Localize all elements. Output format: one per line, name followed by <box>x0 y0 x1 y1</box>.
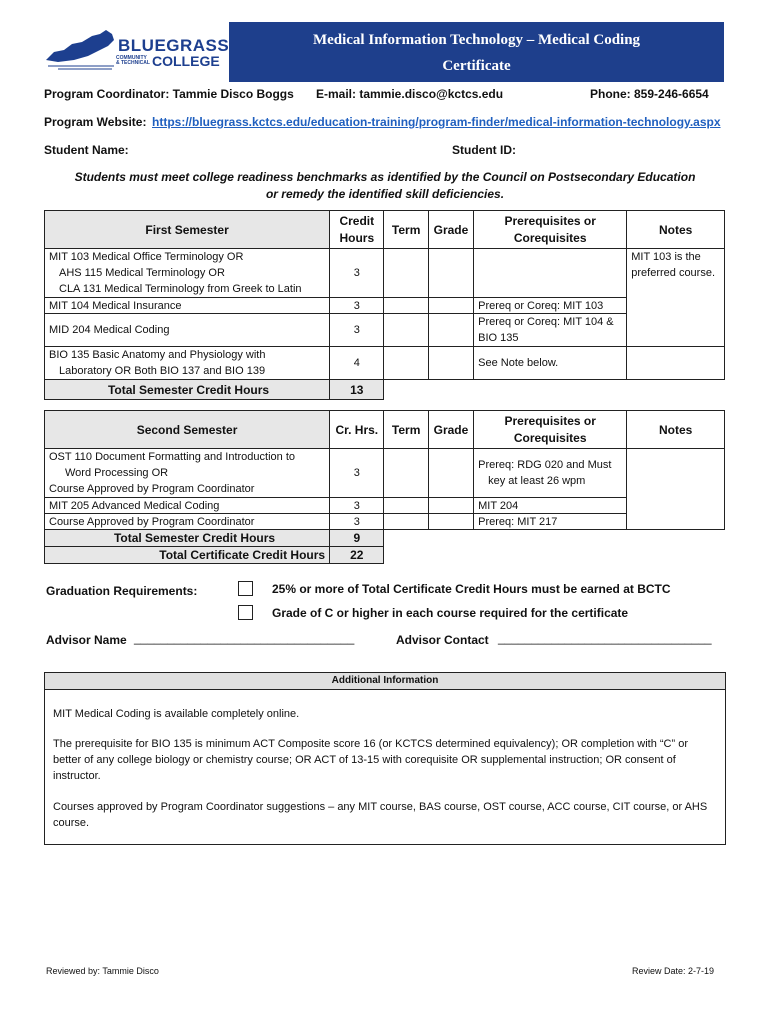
prereq-cell <box>474 249 627 298</box>
requirement-1-text: 25% or more of Total Certificate Credit Hours must be earned at BCTC <box>272 582 671 596</box>
readiness-notice: Students must meet college readiness benchmarks as identified by the Council on Postsecondary Education or remedy the identified skill deficiencies. <box>74 170 696 201</box>
info-paragraph-1: MIT Medical Coding is available completely online. <box>53 708 300 720</box>
prereq-cell: Prereq: RDG 020 and Must key at least 26 wpm <box>474 449 627 498</box>
grade-cell[interactable] <box>428 249 473 298</box>
table-row <box>45 498 725 514</box>
additional-information-box <box>44 672 726 845</box>
requirement-checkbox-2[interactable] <box>238 605 253 620</box>
total-semester-label: Total Semester Credit Hours <box>45 380 330 400</box>
prereq-cell: Prereq: MIT 217 <box>474 514 627 530</box>
table-row <box>45 449 725 498</box>
credit-hours-cell: 3 <box>330 498 384 514</box>
table-header-row <box>45 411 725 449</box>
table-row <box>45 298 725 314</box>
title-line-1: Medical Information Technology – Medical Coding <box>312 32 641 48</box>
course-cell: BIO 135 Basic Anatomy and Physiology with Laboratory OR Both BIO 137 and BIO 139 <box>45 347 330 380</box>
credit-hours-header: Cr. Hrs. <box>330 411 384 449</box>
term-cell[interactable] <box>384 298 428 314</box>
table-row <box>45 514 725 530</box>
prereq-cell: Prereq or Coreq: MIT 104 & BIO 135 <box>474 314 627 347</box>
credit-hours-cell: 3 <box>330 314 384 347</box>
prereq-cell: See Note below. <box>474 347 627 380</box>
table-header-row <box>45 211 725 249</box>
total-semester-hours: 9 <box>330 530 384 547</box>
total-row <box>45 380 725 400</box>
table-row <box>45 347 725 380</box>
requirement-checkbox-1[interactable] <box>238 581 253 596</box>
info-paragraph-2: The prerequisite for BIO 135 is minimum ACT Composite score 16 (or KCTCS determined equivalency); OR completion with “C” or better of any college biology or chemistry course; OR ACT of 13-15 with corequisite OR supplemental instruction; OR consent of instructor. <box>53 738 688 782</box>
total-certificate-hours: 22 <box>330 547 384 564</box>
term-cell[interactable] <box>384 347 428 380</box>
coordinator-phone: Phone: 859-246-6654 <box>590 87 709 101</box>
prereq-header: Prerequisites or Corequisites <box>474 411 627 449</box>
first-semester-table <box>44 210 725 400</box>
course-cell: MID 204 Medical Coding <box>45 314 330 347</box>
notes-cell <box>627 347 725 380</box>
term-header: Term <box>384 211 428 249</box>
logo-wordmark-2: COLLEGE <box>152 53 220 69</box>
program-website-label: Program Website: <box>44 115 147 129</box>
notes-cell: MIT 103 is the preferred course. <box>627 249 725 347</box>
additional-information-heading: Additional Information <box>45 673 725 690</box>
grade-header: Grade <box>428 411 473 449</box>
course-cell: OST 110 Document Formatting and Introduction to Word Processing OR Course Approved by Program Coordinator <box>45 449 330 498</box>
second-semester-header: Second Semester <box>45 411 330 449</box>
title-line-2: Certificate <box>442 58 511 74</box>
grade-cell[interactable] <box>428 298 473 314</box>
certificate-total-row <box>45 547 725 564</box>
requirement-2-text: Grade of C or higher in each course required for the certificate <box>272 606 629 620</box>
course-cell: Course Approved by Program Coordinator <box>45 514 330 530</box>
grade-header: Grade <box>428 211 473 249</box>
term-cell[interactable] <box>384 514 428 530</box>
total-semester-label: Total Semester Credit Hours <box>45 530 330 547</box>
credit-hours-cell: 4 <box>330 347 384 380</box>
term-header: Term <box>384 411 428 449</box>
grade-cell[interactable] <box>428 449 473 498</box>
course-cell: MIT 104 Medical Insurance <box>45 298 330 314</box>
document-title <box>229 22 724 82</box>
course-cell: MIT 103 Medical Office Terminology OR AHS 115 Medical Terminology OR CLA 131 Medical Terminology from Greek to Latin <box>45 249 330 298</box>
logo-subtext: COMMUNITY & TECHNICAL <box>116 55 150 66</box>
program-website-link[interactable]: https://bluegrass.kctcs.edu/education-training/program-finder/medical-information-technology.aspx <box>152 115 721 129</box>
first-semester-header: First Semester <box>45 211 330 249</box>
course-cell: MIT 205 Advanced Medical Coding <box>45 498 330 514</box>
total-semester-hours: 13 <box>330 380 384 400</box>
kentucky-map-icon <box>44 26 118 70</box>
coordinator-email: E-mail: tammie.disco@kctcs.edu <box>316 87 504 101</box>
notes-cell <box>627 449 725 530</box>
student-name-label: Student Name: <box>44 143 129 157</box>
prereq-cell: Prereq or Coreq: MIT 103 <box>474 298 627 314</box>
grade-cell[interactable] <box>428 498 473 514</box>
credit-hours-header: Credit Hours <box>330 211 384 249</box>
credit-hours-cell: 3 <box>330 514 384 530</box>
advisor-contact-label: Advisor Contact <box>396 633 489 647</box>
total-certificate-label: Total Certificate Credit Hours <box>45 547 330 564</box>
credit-hours-cell: 3 <box>330 449 384 498</box>
prereq-header: Prerequisites or Corequisites <box>474 211 627 249</box>
graduation-requirements-label: Graduation Requirements: <box>46 584 198 598</box>
info-paragraph-3: Courses approved by Program Coordinator suggestions – any MIT course, BAS course, OST course, ACC course, CIT course, or AHS course. <box>53 801 708 829</box>
second-semester-table <box>44 410 725 564</box>
term-cell[interactable] <box>384 249 428 298</box>
credit-hours-cell: 3 <box>330 249 384 298</box>
college-logo <box>44 26 230 70</box>
total-row <box>45 530 725 547</box>
advisor-contact-field[interactable]: ________________________________ <box>498 631 712 645</box>
notes-header: Notes <box>627 411 725 449</box>
table-row <box>45 249 725 298</box>
review-date: Review Date: 2-7-19 <box>632 966 715 976</box>
program-coordinator: Program Coordinator: Tammie Disco Boggs <box>44 87 294 101</box>
logo-wordmark: BLUEGRASS <box>118 36 230 55</box>
advisor-name-field[interactable]: _________________________________ <box>134 631 355 645</box>
term-cell[interactable] <box>384 498 428 514</box>
grade-cell[interactable] <box>428 314 473 347</box>
term-cell[interactable] <box>384 314 428 347</box>
credit-hours-cell: 3 <box>330 298 384 314</box>
reviewed-by: Reviewed by: Tammie Disco <box>46 966 159 976</box>
prereq-cell: MIT 204 <box>474 498 627 514</box>
student-id-label: Student ID: <box>452 143 516 157</box>
term-cell[interactable] <box>384 449 428 498</box>
grade-cell[interactable] <box>428 514 473 530</box>
notes-header: Notes <box>627 211 725 249</box>
advisor-name-label: Advisor Name <box>46 633 127 647</box>
table-row <box>45 314 725 347</box>
grade-cell[interactable] <box>428 347 473 380</box>
